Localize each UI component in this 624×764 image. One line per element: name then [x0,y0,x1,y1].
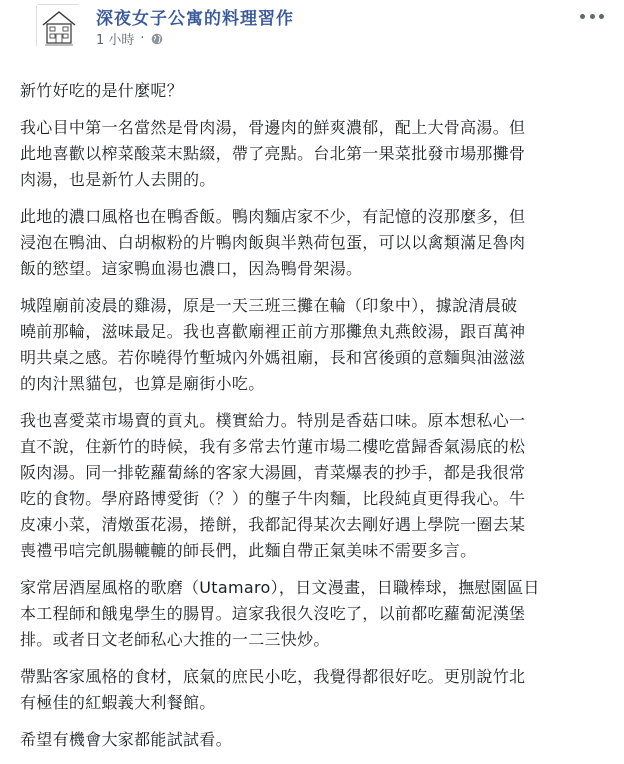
post-body [20,78,610,764]
post-meta [96,29,163,48]
post-paragraph: 希望有機會大家都能試試看。 [20,730,232,749]
page-avatar[interactable] [36,4,80,48]
meta-separator: · [140,31,145,46]
post-paragraph: 此地的濃口風格也在鴨香飯。鴨肉麵店家不少，有記憶的沒那麼多，但 浸泡在鴨油、白胡椒粉的片鴨肉飯與半熟荷包蛋，可以以禽類滿足魯肉 飯的慾望。這家鴨血湯也濃口，因為鴨骨架湯。 [20,207,526,278]
post-paragraph: 新竹好吃的是什麼呢？ [20,81,184,100]
post-paragraph: 帶點客家風格的食材，底氣的庶民小吃，我覺得都很好吃。更別說竹北 有極佳的紅蝦義大利餐館。 [20,667,526,712]
ellipsis-dot [590,14,595,19]
ellipsis-icon[interactable] [580,10,604,22]
post-paragraph: 我心目中第一名當然是骨肉湯，骨邊肉的鮮爽濃郁，配上大骨高湯。但 此地喜歡以榨菜酸菜末點綴，帶了亮點。台北第一果菜批發市場那攤骨 肉湯，也是新竹人去開的。 [20,118,526,189]
post-header [16,0,614,56]
ellipsis-dot [580,14,585,19]
page-name-link[interactable]: 深夜女子公寓的料理習作 [96,9,294,29]
post-paragraph: 家常居酒屋風格的歌磨（Utamaro），日文漫畫，日職棒球，撫慰園區日 本工程師和餓鬼學生的腸胃。這家我很久沒吃了，以前都吃蘿蔔泥漢堡 排。或者日文老師私心大推的一二三快炒。 [20,578,540,649]
post-timestamp[interactable]: 1 小時 [96,33,135,48]
post-paragraph: 我也喜愛菜市場賣的貢丸。樸實給力。特別是香菇口味。原本想私心一 直不說，住新竹的時候，我有多常去竹蓮市場二樓吃當歸香氣湯底的松 阪肉湯。同一排乾蘿蔔絲的客家大湯圓，青菜爆表的抄手，都是我很常 吃的食物。學府路博愛街（？）的壟子牛肉麵，比段純貞更得我心。牛 皮凍小菜，清燉蛋花湯，捲餅，我都記得某次去剛好遇上學院一圈去某 喪禮弔唁完飢腸轆轆的師長們，此麵自帶正氣美味不需要多言。 [20,411,526,560]
post-paragraph: 城隍廟前凌晨的雞湯，原是一天三班三攤在輪（印象中），據說清晨破 曉前那輪，滋味最足。我也喜歡廟裡正前方那攤魚丸燕餃湯，跟百萬神 明共桌之感。若你曉得竹塹城內外媽祖廟，長和宮後頭的意麵與油滋滋 的肉汁黑貓包，也算是廟街小吃。 [20,296,526,393]
ellipsis-dot [599,14,604,19]
globe-icon[interactable] [151,33,163,45]
house-logo-icon [37,5,81,49]
